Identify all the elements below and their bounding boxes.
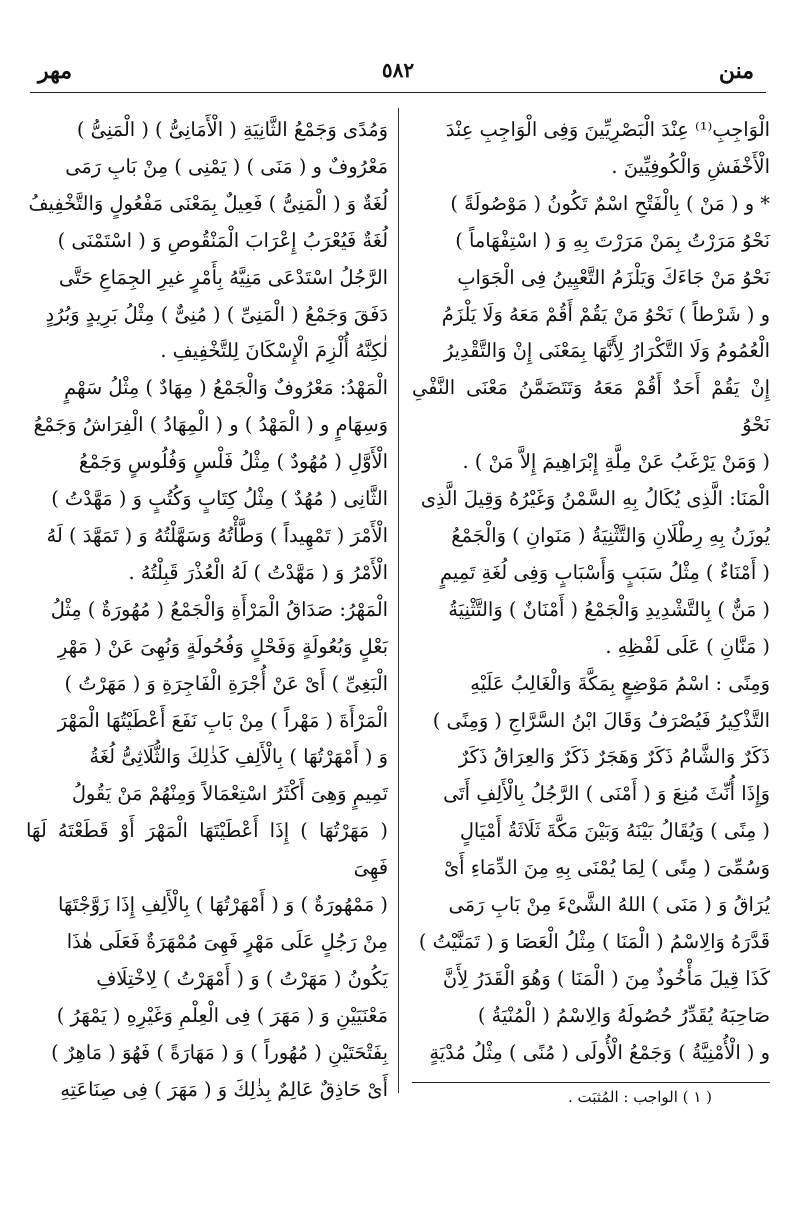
text-line: وَسُمِّىَ ( مِنًى ) لِمَا يُمْنَى بِهِ مِنَ الدِّمَاءِ أَىْ	[443, 856, 770, 880]
text-line: ( مِنًى ) وَيُقَالُ بَيْنَهُ وَبَيْنَ مَكَّةَ ثَلَاثَةُ أَمْيَالٍ	[459, 819, 770, 843]
text-line: و ( شَرْطاً ) نَحْوُ مَنْ يَقُمْ أَقُمْ مَعَهُ وَلَا يَلْزَمُ	[441, 302, 770, 326]
text-line: أَىْ حَاذِقٌ عَالِمٌ بِذٰلِكَ وَ ( مَهَرَ ) فِى صِنَاعَتِهِ	[60, 1077, 388, 1101]
text-line: وَ ( أَمْهَرْتُهَا ) بِالْأَلِفِ كَذٰلِكَ وَالثُّلَاثِىُّ لُغَةُ	[89, 745, 388, 769]
text-line: مِنْ رَجُلٍ عَلَى مَهْرٍ فَهِىَ مُمْهَرَةٌ فَعَلَى هٰذَا	[66, 929, 388, 953]
page-number: ٥٨٢	[381, 58, 415, 82]
text-line: وَسِهَامٍ و ( الْمَهْدُ ) و ( الْمِهَادُ ) الْفِرَاشُ وَجَمْعُ	[33, 413, 388, 437]
entry-line: الْمَهْرُ: صَدَاقُ الْمَرْأَةِ وَالْجَمْعُ ( مُهُورَةٌ ) مِثْلُ	[50, 597, 388, 621]
text-line: نَحْوُ مَنْ جَاءَكَ وَيَلْزَمُ التَّعْيِينُ فِى الْجَوَابِ	[457, 265, 770, 289]
text-line: نَحْوُ مَرَرْتُ بِمَنْ مَرَرْتَ بِهِ وَ ( اسْتِفْهَاماً )	[455, 228, 770, 252]
text-line: الرَّجُلُ اسْتَدْعَى مَنِيَّهُ بِأَمْرٍ غيرِ الجِمَاعِ حَتَّى	[58, 265, 388, 289]
entry-line: الْمَهْدُ: مَعْرُوفٌ وَالْجَمْعُ ( مِهَادٌ ) مِثْلُ سَهْمٍ	[64, 376, 388, 400]
text-line: يُرَاقُ وَ ( مَنَى ) اللهُ الشَّىْءَ مِنْ بَابِ رَمَى	[448, 893, 770, 917]
text-line: ( مَهَرْتُهَا ) إِذَا أَعْطَيْتَهَا الْمَهْرَ أَوْ قَطَعْتَهُ لَهَا فَهِىَ	[26, 819, 388, 880]
text-line: إِنْ يَقُمْ أَحَدٌ أَقُمْ مَعَهُ وَتَتَضَمَّنُ مَعْنَى النَّفْىِ نَحْوُ	[412, 376, 770, 437]
header-guide-word-right: منن	[718, 58, 754, 84]
text-line: لُغَةٌ فَيُعْرَبُ إِعْرَابَ الْمَنْقُوصِ وَ ( اسْتَمْنَى )	[57, 228, 388, 252]
page-header	[30, 52, 766, 93]
text-line: الْعُمُومُ وَلَا التَّكْرَارُ لِأَنَّهَا بِمَعْنَى إِنْ وَالتَّقْدِيرُ	[443, 339, 770, 363]
text-line: الثَّانِى ( مُهُدٌ ) مِثْلُ كِتَابٍ وَكُتُبٍ وَ ( مَهَّدْتُ )	[51, 487, 388, 511]
text-line: الْوَاجِبِ⁽¹⁾ عِنْدَ الْبَصْرِيِّينَ وَفِى الْوَاجِبِ عِنْدَ	[445, 118, 770, 141]
text-line: الْبَغِىِّ ) أَىْ عَنْ أُجْرَةِ الْفَاجِرَةِ وَ ( مَهَرْتُ )	[64, 671, 388, 695]
left-column	[26, 112, 388, 1108]
text-line: وَإِذَا أُنِّثَ مُنِعَ وَ ( أَمْنَى ) الرَّجُلُ بِالْأَلِفِ أَتَى	[443, 782, 770, 806]
text-line: لُغَةٌ وَ ( الْمَنِىُّ ) فَعِيلٌ بِمَعْنَى مَفْعُولٍ وَالتَّخْفِيفُ	[28, 191, 388, 215]
entry-line: وَمِنًى : اسْمُ مَوْضِعٍ بِمَكَّةَ وَالْغَالِبُ عَلَيْهِ	[470, 671, 770, 695]
text-line: قَدَّرَهُ وَالِاسْمُ ( الْمَنَا ) مِثْلُ الْعَصَا وَ ( تَمَنَّيْتُ )	[418, 929, 770, 953]
text-line: بِفَتْحَتَيْنِ ( مُهُوراً ) وَ ( مَهَارَةً ) فَهُوَ ( مَاهِرٌ )	[51, 1040, 388, 1064]
column-divider	[398, 108, 399, 1093]
right-column	[412, 112, 770, 1072]
text-line: صَاحِبَهُ يُقَدِّرُ حُصُولَهُ وَالِاسْمُ ( الْمُنْيَةُ )	[477, 1003, 770, 1027]
text-line: الْأَوَّلِ ( مُهُودٌ ) مِثْلُ فَلْسٍ وَفُلُوسٍ وَجَمْعُ	[78, 450, 388, 474]
text-line: ( أَمْنَاءٌ ) مِثْلُ سَبَبٍ وَأَسْبَابٍ وَفِى لُغَةِ تَمِيمٍ	[440, 560, 770, 584]
text-line: الْأَمْرَ ( تَمْهِيداً ) وَطَّأْتُهُ وَسَهَّلْتُهُ وَ ( تَمَهَّدَ ) لَهُ	[46, 523, 388, 547]
text-line: التَّذْكِيرُ فَيُصْرَفُ وَقَالَ ابْنُ السَّرَّاجِ ( وَمِنًى )	[432, 708, 770, 732]
text-line: ذَكَرٌ وَالشَّامُ ذَكَرٌ وَهَجَرٌ ذَكَرٌ وَالعِرَاقُ ذَكَرٌ	[458, 745, 770, 769]
text-line: تَمِيمٍ وَهِىَ أَكْثَرُ اسْتِعْمَالاً وَمِنْهُمْ مَنْ يَقُولُ	[71, 782, 388, 806]
text-line: الْمَرْأَةَ ( مَهْراً ) مِنْ بَابِ نَفَعَ أَعْطَيْتُهَا الْمَهْرَ	[57, 708, 388, 732]
text-line: الْأَخْفَشِ وَالْكُوفِيِّينَ .	[611, 154, 770, 178]
text-line: ( مَنٌّ ) بِالتَّشْدِيدِ وَالْجَمْعُ ( أَمْنَانٌ ) وَالتَّثْنِيَةُ	[448, 597, 770, 621]
text-line: يَكُونُ ( مَهَرْتُ ) وَ ( أَمْهَرْتُ ) لِاخْتِلَافِ	[96, 966, 388, 990]
text-line: وَمُدًى وَجَمْعُ الثَّانِيَةِ ( الْأَمَانِىُّ ) ( الْمَنِىُّ )	[76, 118, 388, 141]
text-line: لٰكِنَّهُ أُلْزِمَ الْإِسْكَانَ لِلتَّخْفِيفِ .	[160, 339, 388, 363]
text-line: يُوزَنُ بِهِ رِطْلَانِ وَالتَّثْنِيَةُ ( مَنَوانِ ) وَالْجَمْعُ	[451, 523, 770, 547]
text-line: و ( الْأُمْنِيَّةُ ) وَجَمْعُ الْأُولَى ( مُنًى ) مِثْلُ مُدْيَةٍ	[429, 1040, 770, 1064]
text-line: بَعْلٍ وَبُعُولَةٍ وَفَحْلٍ وَفُحُولَةٍ وَنُهِىَ عَنْ ( مَهْرِ	[57, 634, 388, 658]
entry-line: الْمَنَا: الَّذِى يُكَالُ بِهِ السَّمْنُ وَغَيْرُهُ وَقِيلَ الَّذِى	[420, 487, 770, 511]
text-line: ( مَنَّانِ ) عَلَى لَفْظِهِ .	[605, 634, 770, 658]
text-line: ( مَمْهُورَةٌ ) وَ ( أَمْهَرْتُهَا ) بِالْأَلِفِ إِذَا زَوَّجْتَهَا	[58, 893, 388, 917]
header-guide-word-left: مهر	[38, 58, 73, 84]
text-line: * و ( مَنْ ) بِالْفَتْحِ اسْمٌ تَكُونُ ( مَوْصُولَةً )	[450, 191, 770, 215]
text-line: كَذَا قِيلَ مَأْخُوذٌ مِنَ ( الْمَنَا ) وَهُوَ الْقَدَرُ لِأَنَّ	[442, 966, 770, 990]
text-line: ( وَمَنْ يَرْغَبُ عَنْ مِلَّةِ إِبْرَاهِيمَ إِلاَّ مَنْ ) .	[462, 450, 770, 474]
text-line: مَعْنَيَيْنِ وَ ( مَهَرَ ) فِى الْعِلْمِ وَغَيْرِهِ ( يَمْهَرُ )	[56, 1003, 388, 1027]
text-line: دَفَقَ وَجَمْعُ ( الْمَنِىِّ ) ( مُنِىٌّ ) مِثْلُ بَرِيدٍ وَبُرُدٍ	[45, 302, 388, 326]
text-line: مَعْرُوفٌ و ( مَنَى ) ( يَمْنِى ) مِنْ بَابِ رَمَى	[65, 154, 388, 178]
footnote: ( ١ ) الواجب : المُثبَت .	[567, 1088, 712, 1106]
text-line: الْأَمْرُ وَ ( مَهَّدْتُ ) لَهُ الْعُذْرَ قَبِلْتُهُ .	[128, 560, 388, 584]
footnote-rule	[412, 1082, 770, 1083]
